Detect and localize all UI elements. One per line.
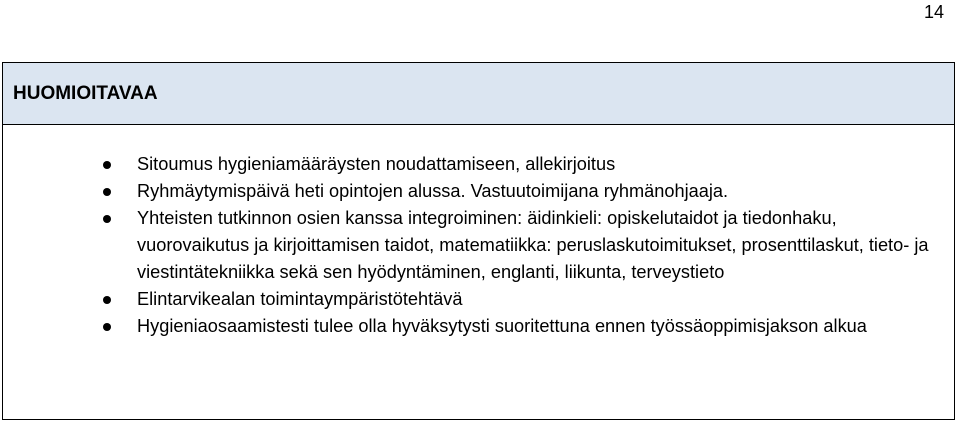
notes-box — [2, 62, 955, 420]
bullet-icon — [103, 161, 111, 169]
bullet-icon — [103, 296, 111, 304]
list-item-text: Hygieniaosaamistesti tulee olla hyväksytysti suoritettuna ennen työssäoppimisjakson alkua — [137, 316, 867, 336]
list-item — [3, 286, 954, 313]
list-item — [3, 178, 954, 205]
list-item-text: Sitoumus hygieniamääräysten noudattamiseen, allekirjoitus — [137, 154, 616, 174]
list-item — [3, 313, 954, 340]
list-item — [3, 205, 954, 286]
notes-list — [3, 151, 954, 340]
list-item-text: Yhteisten tutkinnon osien kanssa integroiminen: äidinkieli: opiskelutaidot ja tiedonhaku, vuorovaikutus ja kirjoittamisen taidot, matematiikka: peruslaskutoimitukset, prosenttilaskut, tieto- ja viestintätekniikka sekä sen hyödyntäminen, englanti, liikunta, terveystieto — [137, 208, 929, 282]
bullet-icon — [103, 188, 111, 196]
list-item-text: Ryhmäytymispäivä heti opintojen alussa. Vastuutoimijana ryhmänohjaaja. — [137, 181, 729, 201]
list-item-text: Elintarvikealan toimintaympäristötehtävä — [137, 289, 463, 309]
list-item — [3, 151, 954, 178]
page-number: 14 — [923, 2, 944, 22]
notes-box-header — [3, 63, 954, 125]
bullet-icon — [103, 215, 111, 223]
notes-box-body — [3, 125, 954, 340]
notes-box-title: HUOMIOITAVAA — [13, 82, 158, 104]
bullet-icon — [103, 323, 111, 331]
